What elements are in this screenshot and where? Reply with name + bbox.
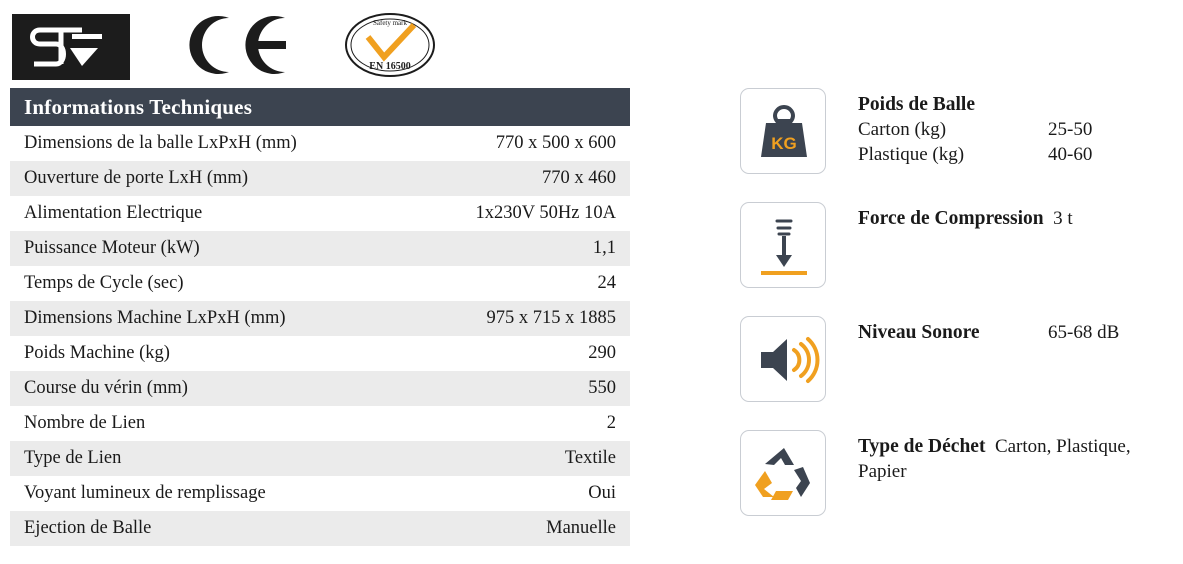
feature-value [1048, 208, 1072, 229]
feature-title: Niveau Sonore [858, 322, 980, 343]
bale-weight-plastique-value: 40-60 [1048, 144, 1093, 165]
spec-label: Voyant lumineux de remplissage [24, 483, 266, 503]
spec-value: 24 [597, 273, 616, 293]
bale-weight-carton-row [858, 117, 1180, 142]
spec-label: Ejection de Balle [24, 518, 152, 538]
bale-weight-carton-value: 25-50 [1048, 119, 1093, 140]
bale-weight-plastique-row [858, 142, 1180, 167]
ce-mark-icon [182, 12, 292, 78]
table-row [10, 161, 630, 196]
spec-value: 550 [588, 378, 616, 398]
st-logo-icon [12, 14, 130, 80]
svg-text:EN 16500: EN 16500 [369, 60, 411, 72]
feature-title: Force de Compression [858, 208, 1044, 229]
feature-title: Type de Déchet [858, 436, 986, 457]
sound-level-row [858, 320, 1180, 345]
spec-label: Nombre de Lien [24, 413, 146, 433]
table-row [10, 231, 630, 266]
spec-value: 770 x 500 x 600 [495, 133, 616, 153]
compression-force-value: 3 t [1053, 208, 1073, 229]
spec-value: 290 [588, 343, 616, 363]
table-row [10, 441, 630, 476]
feature-bale-weight [740, 88, 1180, 180]
spec-label: Ouverture de porte LxH (mm) [24, 168, 248, 188]
table-row [10, 511, 630, 546]
features-column [740, 88, 1180, 544]
compression-arrow-icon-box [740, 202, 826, 288]
table-row [10, 266, 630, 301]
safety-mark-icon [344, 11, 436, 79]
weight-kg-icon [741, 89, 827, 175]
compression-arrow-icon [741, 203, 827, 289]
spec-label: Type de Lien [24, 448, 122, 468]
table-row [10, 301, 630, 336]
spec-value: Textile [564, 448, 616, 468]
spec-value: Oui [588, 483, 616, 503]
table-row [10, 406, 630, 441]
safety-mark [344, 11, 436, 84]
feature-title: Poids de Balle [858, 94, 976, 115]
spec-label: Poids Machine (kg) [24, 343, 170, 363]
spec-value: 2 [606, 413, 616, 433]
spec-label: Dimensions Machine LxPxH (mm) [24, 308, 286, 328]
spec-value: 1,1 [592, 238, 616, 258]
spec-value: 770 x 460 [542, 168, 616, 188]
feature-waste-type [740, 430, 1180, 522]
recycle-icon-box [740, 430, 826, 516]
company-logo [12, 14, 130, 80]
table-row [10, 476, 630, 511]
table-row [10, 336, 630, 371]
feature-compression-force [740, 202, 1180, 294]
spec-value: Manuelle [546, 518, 616, 538]
bale-weight-plastique-label: Plastique (kg) [858, 144, 965, 165]
table-row [10, 196, 630, 231]
spec-label: Course du vérin (mm) [24, 378, 188, 398]
left-column [10, 6, 630, 546]
bale-weight-carton-label: Carton (kg) [858, 119, 947, 140]
table-row [10, 371, 630, 406]
feature-bale-weight-text [858, 88, 1180, 167]
spec-value: 975 x 715 x 1885 [486, 308, 616, 328]
svg-text:KG: KG [771, 134, 797, 153]
speaker-sound-icon [741, 317, 827, 403]
waste-type-value: Carton, Plastique, Papier [858, 436, 1131, 482]
ce-mark [182, 12, 292, 83]
weight-kg-icon-box [740, 88, 826, 174]
table-title: Informations Techniques [10, 88, 630, 126]
spec-label: Alimentation Electrique [24, 203, 203, 223]
specs-table [10, 126, 630, 546]
feature-sound-level-text [858, 316, 1180, 345]
speaker-sound-icon-box [740, 316, 826, 402]
spec-value: 1x230V 50Hz 10A [475, 203, 616, 223]
certification-logos [10, 6, 630, 88]
table-row [10, 126, 630, 161]
spec-label: Puissance Moteur (kW) [24, 238, 200, 258]
sound-level-value: 65-68 dB [1048, 322, 1120, 343]
feature-compression-force-text [858, 202, 1180, 231]
feature-sound-level [740, 316, 1180, 408]
spec-label: Dimensions de la balle LxPxH (mm) [24, 133, 297, 153]
recycle-icon [741, 431, 827, 517]
svg-text:Safety mark: Safety mark [372, 18, 408, 27]
feature-waste-type-text [858, 430, 1180, 484]
spec-label: Temps de Cycle (sec) [24, 273, 184, 293]
